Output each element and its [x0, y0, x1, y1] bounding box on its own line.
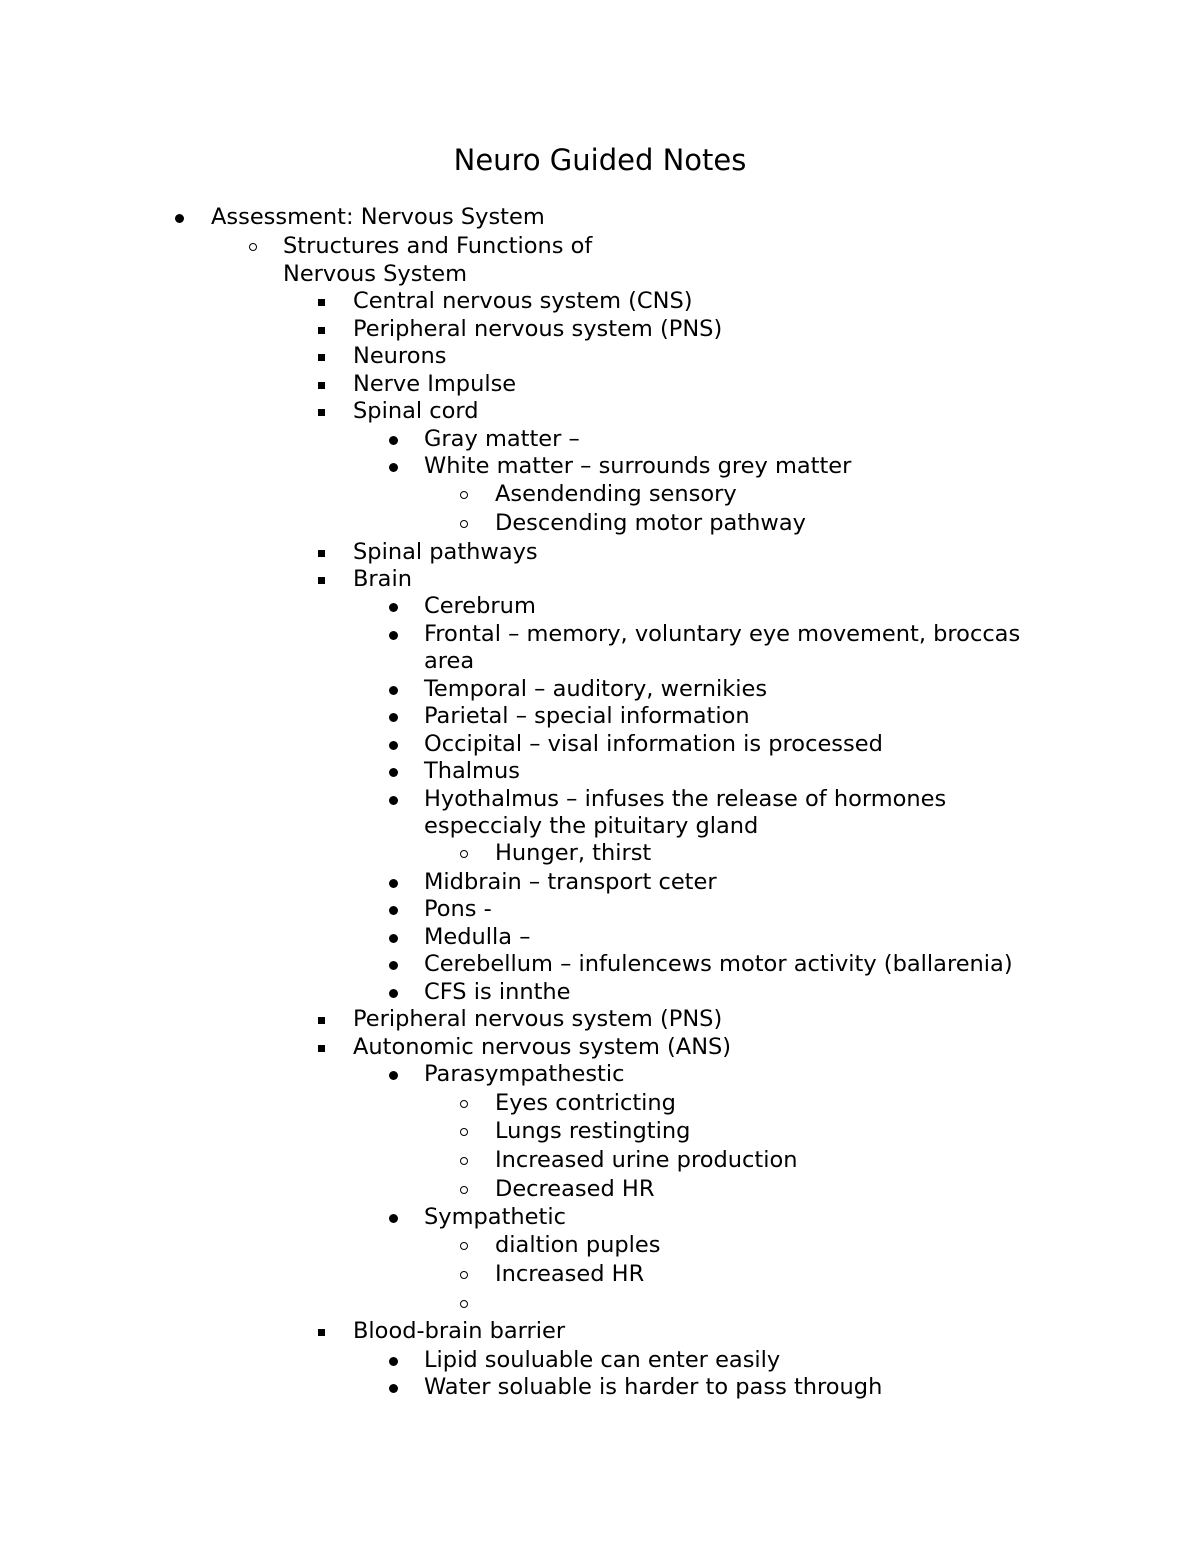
list-item-level-5 — [0, 1146, 1200, 1174]
list-item-text: Occipital – visal information is processed — [424, 731, 883, 757]
bullet-disc-icon — [389, 934, 398, 943]
list-item-text: Midbrain – transport ceter — [424, 869, 717, 895]
bullet-circle-icon — [460, 1100, 468, 1108]
list-item-level-4 — [0, 950, 1200, 978]
list-item-text: Medulla – — [424, 924, 531, 950]
list-item-level-5 — [0, 1231, 1200, 1259]
bullet-disc-icon — [389, 463, 398, 472]
bullet-circle-icon — [460, 1186, 468, 1194]
bullet-square-icon — [318, 550, 325, 557]
bullet-square-icon — [318, 1045, 325, 1052]
list-item-level-3 — [0, 1005, 1200, 1033]
bullet-circle-icon — [460, 1271, 468, 1279]
list-item-level-4 — [0, 425, 1200, 453]
list-item-text: Nervous System — [283, 261, 468, 287]
bullet-disc-icon — [389, 989, 398, 998]
list-item-level-3 — [0, 342, 1200, 370]
bullet-circle-icon — [460, 1128, 468, 1136]
list-item-level-4 — [0, 895, 1200, 923]
bullet-square-icon — [318, 1329, 325, 1336]
bullet-square-icon — [318, 577, 325, 584]
list-item-level-4 — [0, 702, 1200, 730]
list-item-level-3 — [0, 565, 1200, 593]
list-item-text: Descending motor pathway — [495, 510, 806, 536]
bullet-disc-icon — [389, 631, 398, 640]
list-item-level-3 — [0, 1033, 1200, 1061]
list-item-level-4 — [0, 1203, 1200, 1231]
list-item-level-4 — [0, 785, 1200, 813]
list-item-level-3 — [0, 1317, 1200, 1345]
list-item-level-5 — [0, 1260, 1200, 1288]
list-item-text: Sympathetic — [424, 1204, 566, 1230]
bullet-square-icon — [318, 1017, 325, 1024]
bullet-disc-icon — [389, 796, 398, 805]
list-item-level-4 — [0, 923, 1200, 951]
list-item-level-4 — [0, 1346, 1200, 1374]
list-item-text: Increased urine production — [495, 1147, 798, 1173]
bullet-disc-icon — [389, 961, 398, 970]
list-item-text: Water soluable is harder to pass through — [424, 1374, 883, 1400]
bullet-disc-icon — [389, 879, 398, 888]
list-item-text: Parietal – special information — [424, 703, 750, 729]
list-item-text: Nerve Impulse — [353, 371, 517, 397]
bullet-circle-icon — [460, 1300, 468, 1308]
list-item-level-4 — [0, 978, 1200, 1006]
list-item-level-3 — [0, 315, 1200, 343]
list-item-level-1 — [0, 203, 1200, 231]
list-item-text: Peripheral nervous system (PNS) — [353, 1006, 723, 1032]
list-item-text: Hyothalmus – infuses the release of hormones — [424, 786, 947, 812]
list-item-text: Hunger, thirst — [495, 840, 652, 866]
bullet-disc-icon — [389, 713, 398, 722]
bullet-square-icon — [318, 354, 325, 361]
page-title: Neuro Guided Notes — [453, 143, 747, 177]
bullet-square-icon — [318, 382, 325, 389]
bullet-circle-icon — [460, 491, 468, 499]
list-item-level-5 — [0, 1289, 1200, 1317]
list-item-level-4 — [0, 812, 1200, 840]
bullet-disc-icon — [389, 768, 398, 777]
bullet-circle-icon — [460, 1157, 468, 1165]
bullet-circle-icon — [460, 850, 468, 858]
list-item-level-4 — [0, 675, 1200, 703]
bullet-disc-icon — [389, 603, 398, 612]
list-item-level-4 — [0, 592, 1200, 620]
list-item-text: Thalmus — [424, 758, 520, 784]
bullet-circle-icon — [249, 243, 257, 251]
list-item-text: Structures and Functions of — [283, 233, 593, 259]
bullet-disc-icon — [389, 1214, 398, 1223]
bullet-circle-icon — [460, 1242, 468, 1250]
list-item-text: dialtion puples — [495, 1232, 661, 1258]
list-item-level-2 — [0, 260, 1200, 288]
bullet-square-icon — [318, 327, 325, 334]
list-item-text: Blood-brain barrier — [353, 1318, 566, 1344]
list-item-level-3 — [0, 538, 1200, 566]
list-item-level-3 — [0, 397, 1200, 425]
list-item-level-5 — [0, 839, 1200, 867]
list-item-text: Cerebellum – infulencews motor activity (ballarenia) — [424, 951, 1013, 977]
bullet-disc-icon — [389, 1384, 398, 1393]
list-item-level-4 — [0, 757, 1200, 785]
list-item-text: CFS is innthe — [424, 979, 571, 1005]
list-item-text: Autonomic nervous system (ANS) — [353, 1034, 732, 1060]
list-item-level-4 — [0, 730, 1200, 758]
list-item-text: Parasympathestic — [424, 1061, 625, 1087]
list-item-level-5 — [0, 1175, 1200, 1203]
list-item-text: Cerebrum — [424, 593, 536, 619]
list-item-text: area — [424, 648, 475, 674]
list-item-text: Assessment: Nervous System — [211, 204, 545, 230]
list-item-text: Eyes contricting — [495, 1090, 676, 1116]
list-item-text: Pons - — [424, 896, 492, 922]
list-item-text: Temporal – auditory, wernikies — [424, 676, 768, 702]
list-item-text: Brain — [353, 566, 412, 592]
list-item-text: Increased HR — [495, 1261, 645, 1287]
list-item-text: especcialy the pituitary gland — [424, 813, 759, 839]
bullet-disc-icon — [389, 741, 398, 750]
list-item-level-4 — [0, 1060, 1200, 1088]
list-item-text: Central nervous system (CNS) — [353, 288, 693, 314]
bullet-disc-icon — [389, 436, 398, 445]
bullet-square-icon — [318, 409, 325, 416]
list-item-text: Lipid souluable can enter easily — [424, 1347, 781, 1373]
list-item-level-5 — [0, 509, 1200, 537]
bullet-disc-icon — [389, 686, 398, 695]
bullet-disc-icon — [389, 1071, 398, 1080]
list-item-text: Asendending sensory — [495, 481, 737, 507]
list-item-level-4 — [0, 647, 1200, 675]
list-item-text: Frontal – memory, voluntary eye movement, broccas — [424, 621, 1021, 647]
bullet-square-icon — [318, 299, 325, 306]
list-item-level-3 — [0, 287, 1200, 315]
list-item-level-3 — [0, 370, 1200, 398]
bullet-disc-icon — [389, 906, 398, 915]
list-item-level-4 — [0, 620, 1200, 648]
list-item-text: Spinal cord — [353, 398, 479, 424]
list-item-text: Spinal pathways — [353, 539, 538, 565]
list-item-text: Peripheral nervous system (PNS) — [353, 316, 723, 342]
bullet-circle-icon — [460, 520, 468, 528]
list-item-level-4 — [0, 868, 1200, 896]
list-item-text: Lungs restingting — [495, 1118, 691, 1144]
list-item-level-5 — [0, 480, 1200, 508]
bullet-disc-icon — [175, 214, 184, 223]
list-item-text: Decreased HR — [495, 1176, 655, 1202]
bullet-disc-icon — [389, 1357, 398, 1366]
list-item-level-2 — [0, 232, 1200, 260]
list-item-level-4 — [0, 452, 1200, 480]
list-item-text: White matter – surrounds grey matter — [424, 453, 852, 479]
list-item-text: Neurons — [353, 343, 447, 369]
list-item-level-5 — [0, 1089, 1200, 1117]
list-item-text: Gray matter – — [424, 426, 580, 452]
list-item-level-5 — [0, 1117, 1200, 1145]
list-item-level-4 — [0, 1373, 1200, 1401]
